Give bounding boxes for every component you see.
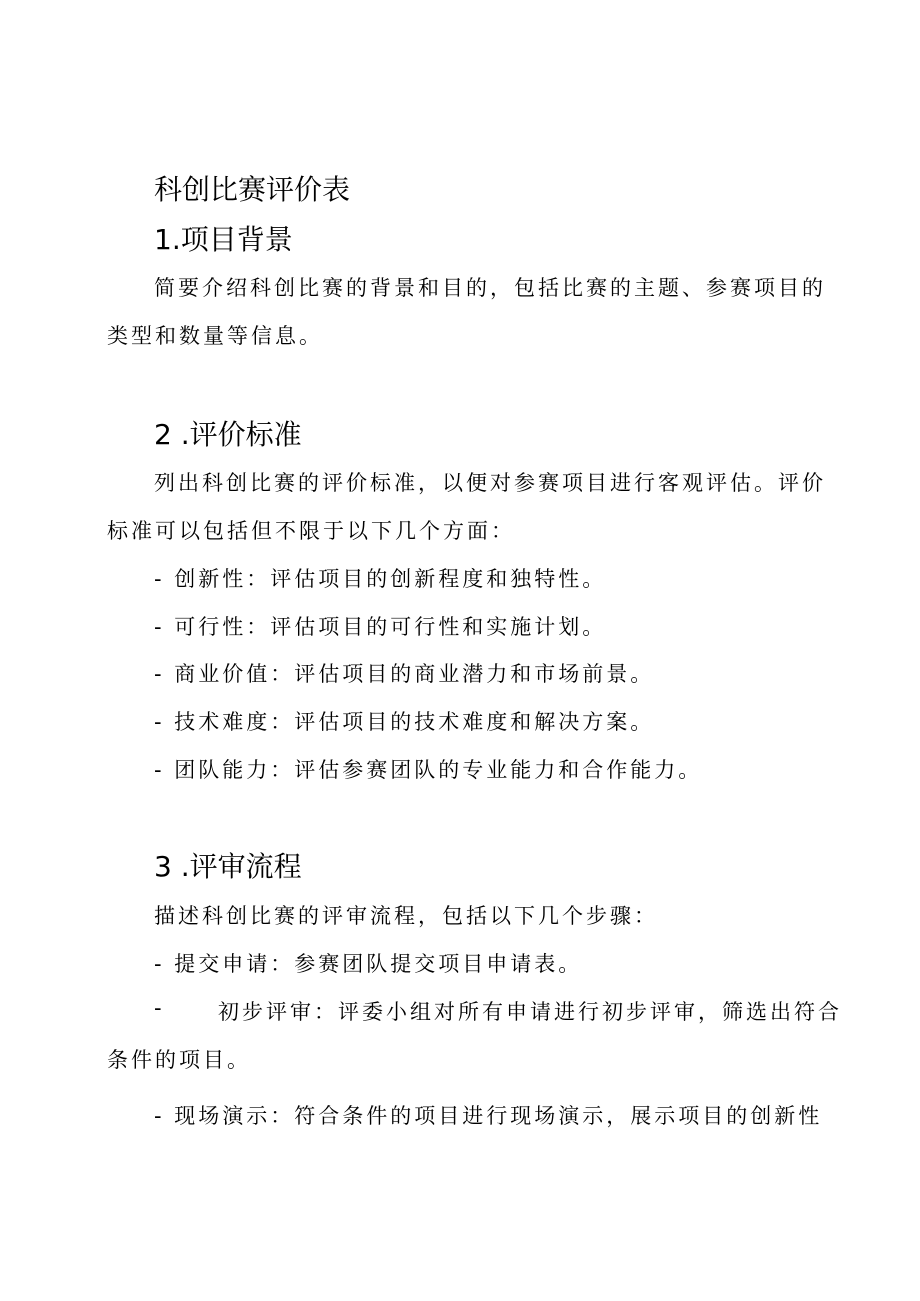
paragraph-line: 描述科创比赛的评审流程，包括以下几个步骤： — [154, 904, 658, 928]
list-item: - 提交申请：参赛团队提交项目申请表。 — [154, 952, 583, 976]
list-item-dash: - — [154, 996, 165, 1020]
section-heading-background: 1.项目背景 — [154, 223, 293, 256]
paragraph-line: 类型和数量等信息。 — [107, 324, 323, 348]
paragraph-line: 列出科创比赛的评价标准，以便对参赛项目进行客观评估。评价 — [154, 471, 826, 495]
paragraph-line: 简要介绍科创比赛的背景和目的，包括比赛的主题、参赛项目的 — [154, 276, 826, 300]
section-heading-criteria: 2 .评价标准 — [154, 418, 302, 451]
list-item: - 团队能力：评估参赛团队的专业能力和合作能力。 — [154, 758, 703, 782]
list-item: - 现场演示：符合条件的项目进行现场演示，展示项目的创新性 — [154, 1104, 823, 1128]
list-item: - 商业价值：评估项目的商业潜力和市场前景。 — [154, 662, 655, 686]
list-item-continuation: 条件的项目。 — [107, 1048, 251, 1072]
list-item: - 可行性：评估项目的可行性和实施计划。 — [154, 615, 607, 639]
document-title: 科创比赛评价表 — [154, 173, 351, 206]
list-item: - 创新性：评估项目的创新程度和独特性。 — [154, 567, 607, 591]
list-item: - 技术难度：评估项目的技术难度和解决方案。 — [154, 710, 655, 734]
paragraph-line: 标准可以包括但不限于以下几个方面： — [107, 519, 515, 543]
list-item: 初步评审：评委小组对所有申请进行初步评审，筛选出符合 — [218, 1000, 842, 1024]
section-heading-process: 3 .评审流程 — [154, 850, 302, 883]
